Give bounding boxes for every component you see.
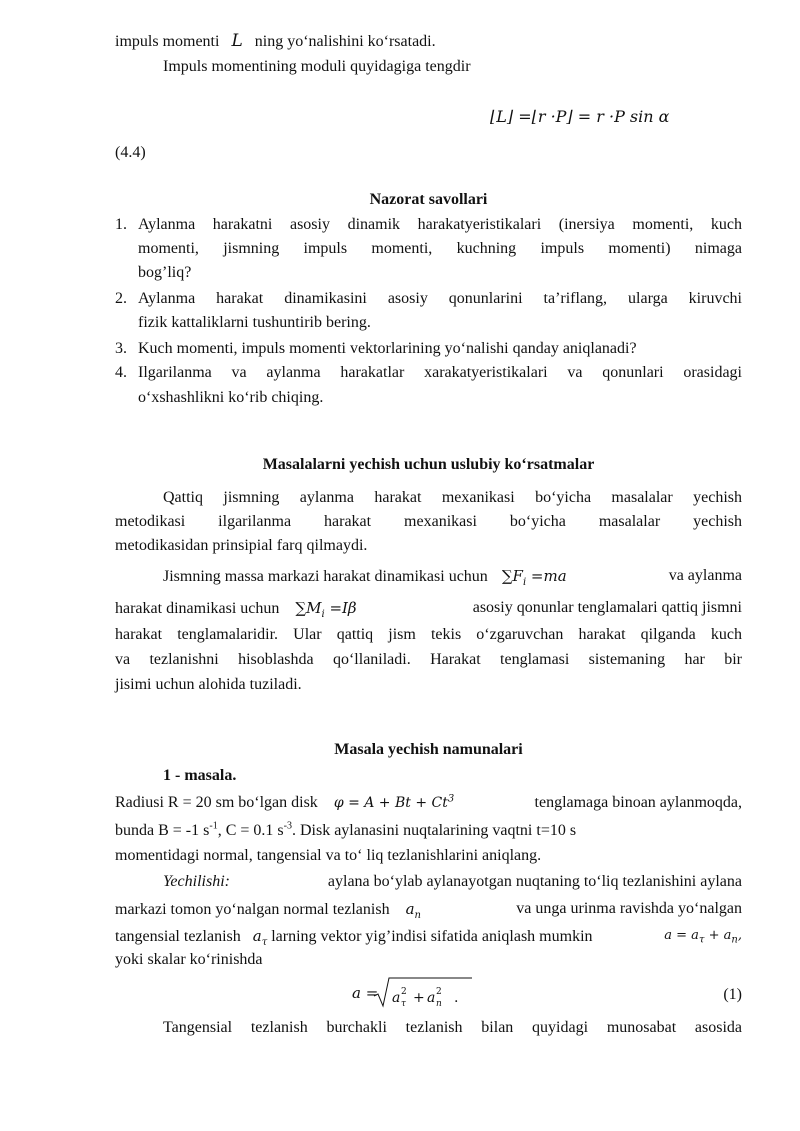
text-span: aylana bo‘ylab aylanayotgan nuqtaning to‘liq tezlanishini aylana	[327, 873, 742, 890]
paragraph-line: va tezlanishni hisoblashda qo‘llaniladi. Harakat tenglamasi sistemaning har bir	[115, 651, 742, 668]
list-item-line: Kuch momenti, impuls momenti vektorlarining yo‘nalishi qanday aniqlanadi?	[138, 340, 637, 357]
text-span: . Disk aylanasini nuqtalarining vaqtni t=10 s	[291, 822, 577, 839]
math-symbol: a = a	[664, 928, 699, 943]
list-item-line: Aylanma harakat dinamikasini asosiy qonunlarini ta’riflang, ularga kiruvchi	[138, 290, 742, 307]
text-span: markazi tomon yo‘nalgan normal tezlanish	[115, 901, 390, 918]
section-title: Nazorat savollari	[369, 191, 488, 208]
math-superscript: 3	[447, 793, 455, 805]
paragraph-line: metodikasi ilgarilanma harakat mexanikasi bo‘yicha masalalar yechish	[115, 513, 742, 530]
svg-text:n: n	[436, 999, 442, 1009]
svg-text:a: a	[427, 990, 436, 1006]
paragraph-line: Tangensial tezlanish burchakli tezlanish bilan quyidagi munosabat asosida	[163, 1019, 742, 1036]
list-item-line: Aylanma harakatni asosiy dinamik harakatyeristikalari (inersiya momenti, kuch	[138, 216, 742, 233]
math-symbol: =ma	[526, 567, 567, 585]
paragraph-line	[115, 899, 742, 920]
math-symbol: ∑M	[295, 599, 322, 617]
text-span: impuls momenti	[115, 33, 220, 50]
paragraph-line: momentidagi normal, tangensial va to‘ liq tezlanishlarini aniqlang.	[115, 847, 542, 864]
math-subscript: n	[414, 910, 421, 921]
equation-1	[352, 974, 482, 1010]
math-symbol: φ = A + Bt + Ct	[333, 795, 448, 811]
list-item-line: o‘xshashlikni ko‘rib chiqing.	[138, 389, 324, 406]
text-span: va aylanma	[668, 567, 742, 584]
paragraph-line	[163, 872, 742, 892]
text-span: Jismning massa markazi harakat dinamikasi uchun	[163, 568, 488, 585]
paragraph-line: jisimi uchun alohida tuziladi.	[115, 676, 302, 693]
equation-number: (1)	[723, 986, 742, 1003]
paragraph-line	[163, 566, 742, 587]
superscript: -3	[283, 820, 292, 832]
paragraph-line: Qattiq jismning aylanma harakat mexanikasi bo‘yicha masalalar yechish	[163, 489, 742, 506]
text-span: Yechilishi:	[163, 873, 230, 890]
equation-inline	[334, 795, 454, 811]
svg-text:a: a	[392, 990, 401, 1006]
paragraph-line	[115, 598, 742, 619]
math-subscript: i	[321, 609, 325, 620]
text-span: tenglamaga binoan aylanmoqda,	[534, 794, 742, 811]
math-symbol: ,	[737, 928, 742, 943]
list-number: 2.	[115, 290, 127, 307]
svg-text:2: 2	[401, 987, 407, 997]
paragraph-line: harakat tenglamalaridir. Ular qattiq jism tekis o‘zgaruvchan harakat qilganda kuch	[115, 626, 742, 643]
equation-inline	[664, 926, 742, 946]
list-item-line: Ilgarilanma va aylanma harakatlar xarakatyeristikalari va qonunlari orasidagi	[138, 364, 742, 381]
text-span: asosiy qonunlar tenglamalari qattiq jismni	[472, 599, 742, 616]
equation-inline	[295, 599, 357, 620]
math-symbol: a	[252, 927, 262, 945]
svg-text:.: .	[454, 990, 459, 1006]
paragraph-line: yoki skalar ko‘rinishda	[115, 951, 263, 968]
list-number: 3.	[115, 340, 127, 357]
math-symbol	[405, 900, 421, 921]
text-span: larning vektor yig’indisi sifatida aniqlash mumkin	[271, 928, 593, 945]
text-line: Impuls momentining moduli quyidagiga tengdir	[163, 58, 471, 75]
equation-4-4: ⌊L⌋ =⌊r ·P⌋ = r ·P sin α	[490, 107, 670, 126]
svg-text:+: +	[413, 990, 425, 1006]
section-title: Masalalarni yechish uchun uslubiy ko‘rsatmalar	[262, 456, 595, 473]
math-subscript: n	[731, 934, 738, 946]
equation-number: (4.4)	[115, 144, 146, 161]
list-item-line: fizik kattaliklarni tushuntirib bering.	[138, 314, 371, 331]
text-span: , C = 0.1 s	[217, 822, 284, 839]
list-number: 4.	[115, 364, 127, 381]
math-symbol: =Iβ	[324, 599, 357, 617]
section-title: Masala yechish namunalari	[334, 741, 523, 758]
math-symbol: a	[405, 900, 415, 918]
equation-inline	[501, 567, 567, 588]
list-number: 1.	[115, 216, 127, 233]
math-symbol: a =	[352, 984, 379, 1002]
problem-heading: 1 - masala.	[163, 767, 237, 784]
math-symbol	[252, 927, 268, 948]
text-span: tangensial tezlanish	[115, 928, 241, 945]
text-line	[115, 31, 742, 52]
text-span: harakat dinamikasi uchun	[115, 600, 280, 617]
math-symbol: + a	[704, 928, 732, 943]
paragraph-line	[115, 793, 742, 813]
list-item-line: bog’liq?	[138, 264, 192, 281]
list-item-line: momenti, jismning impuls momenti, kuchning impuls momenti) nimaga	[138, 240, 742, 257]
svg-text:τ: τ	[401, 999, 406, 1009]
math-subscript: i	[522, 577, 527, 588]
math-subscript: τ	[698, 934, 705, 946]
svg-text:2: 2	[436, 987, 442, 997]
math-symbol: L	[231, 31, 243, 51]
text-span: bunda B = -1 s	[115, 822, 210, 839]
paragraph-line: metodikasidan prinsipial farq qilmaydi.	[115, 537, 368, 554]
math-subscript: τ	[261, 937, 268, 948]
text-span: Radiusi R = 20 sm bo‘lgan disk	[115, 794, 318, 811]
text-span: ning yo‘nalishini ko‘rsatadi.	[254, 33, 436, 50]
math-symbol: ∑F	[501, 567, 523, 585]
superscript: -1	[209, 820, 218, 832]
radical-sign	[372, 974, 482, 1010]
text-span: va unga urinma ravishda yo‘nalgan	[516, 900, 742, 917]
paragraph-line	[115, 821, 742, 841]
paragraph-line	[115, 926, 742, 947]
